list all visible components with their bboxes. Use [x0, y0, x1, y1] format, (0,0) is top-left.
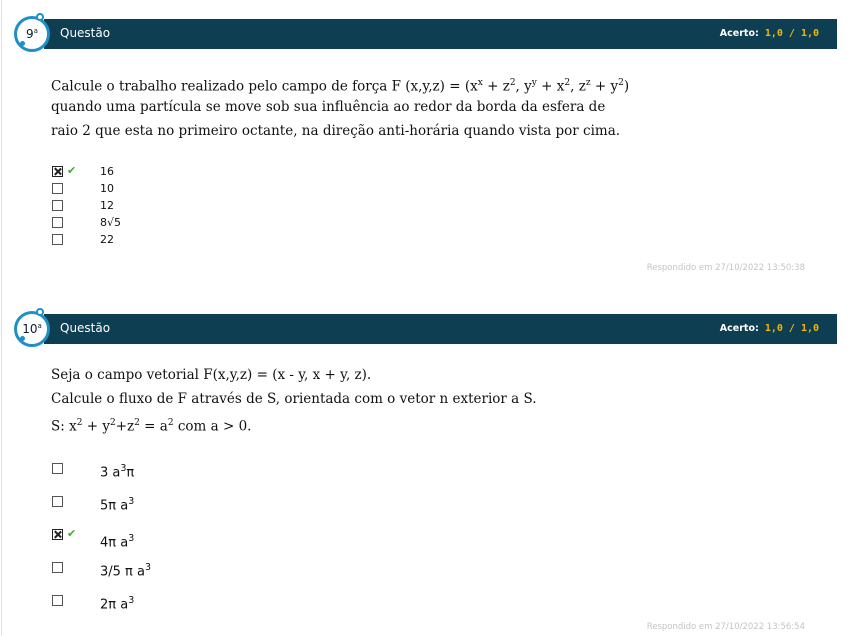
text: 5π a — [100, 498, 129, 514]
option-text — [100, 496, 134, 513]
question-header — [44, 314, 837, 344]
badge-ring-icon — [36, 308, 44, 316]
text: + y — [590, 78, 619, 95]
text: = a — [139, 418, 168, 435]
number-text: 9 — [26, 27, 34, 41]
statement-line-3: raio 2 que esta no primeiro octante, na direção anti-horária quando vista por cima. — [51, 123, 621, 139]
question-number-badge — [14, 16, 50, 52]
sup: 2 — [167, 418, 174, 428]
text: ) — [623, 78, 630, 95]
text: + y — [82, 418, 110, 435]
text: 2π a — [100, 597, 129, 613]
question-number-badge — [14, 311, 50, 347]
option-text — [100, 463, 134, 480]
question-number — [17, 27, 47, 41]
badge-dot-icon — [20, 336, 25, 341]
option-text — [100, 533, 134, 550]
score — [720, 28, 819, 39]
answered-timestamp: Respondido em 27/10/2022 13:50:38 — [646, 263, 805, 273]
score-separator: / — [782, 28, 801, 39]
statement-line-1 — [51, 71, 629, 95]
score-separator: / — [782, 323, 801, 334]
sup: 2 — [618, 78, 624, 88]
option-text: 8√5 — [100, 216, 122, 229]
sup: 3 — [120, 463, 127, 474]
text: , y — [515, 78, 532, 95]
text: π — [126, 465, 135, 481]
sup: z — [585, 78, 591, 88]
correct-check-icon: ✔ — [67, 164, 77, 177]
score-value: 1,0 — [764, 28, 783, 39]
statement-line-2: Calcule o fluxo de F através de S, orientada com o vetor n exterior a S. — [51, 391, 537, 407]
option-text: 22 — [100, 233, 114, 246]
score-total: 1,0 — [800, 28, 819, 39]
question-statement — [51, 71, 629, 143]
option-text — [100, 562, 151, 579]
score — [720, 323, 819, 334]
checkbox[interactable] — [52, 183, 63, 194]
checkbox[interactable] — [52, 496, 63, 507]
badge-ring-icon — [36, 13, 44, 21]
sup: 3 — [144, 562, 152, 573]
correct-check-icon: ✔ — [67, 527, 77, 540]
question-title: Questão — [60, 321, 111, 335]
question-statement — [51, 363, 537, 435]
question-title: Questão — [60, 26, 111, 40]
answered-timestamp: Respondido em 27/10/2022 13:56:54 — [646, 622, 805, 632]
sup: 3 — [128, 595, 135, 606]
text: , z — [570, 78, 586, 95]
text: +z — [115, 418, 135, 435]
sup: 2 — [509, 78, 516, 88]
statement-line-1: Seja o campo vetorial F(x,y,z) = (x - y, x + y, z). — [51, 367, 372, 383]
option-text: 12 — [100, 199, 114, 212]
statement-line-2: quando uma partícula se move sob sua influência ao redor da borda da esfera de — [51, 99, 606, 115]
checkbox[interactable] — [52, 595, 63, 606]
score-total: 1,0 — [800, 323, 819, 334]
text: Calcule o trabalho realizado pelo campo de força F (x,y,z) = (x — [51, 78, 478, 95]
text: 3 a — [100, 465, 121, 481]
sup: 2 — [109, 418, 116, 428]
checkbox[interactable] — [52, 463, 63, 474]
checkbox-checked[interactable] — [52, 529, 63, 540]
sup: 2 — [564, 78, 571, 88]
text: com a > 0. — [173, 418, 252, 435]
sup: 3 — [128, 496, 135, 507]
ordinal-text: a — [33, 27, 38, 35]
score-label: Acerto: — [719, 28, 759, 39]
statement-line-3 — [51, 411, 537, 435]
ordinal-text: a — [37, 322, 42, 330]
text: + z — [482, 78, 510, 95]
checkbox-checked[interactable] — [52, 166, 63, 177]
text: 3/5 π a — [100, 564, 145, 580]
option-text: 10 — [100, 182, 114, 195]
checkbox[interactable] — [52, 562, 63, 573]
question-10 — [0, 296, 851, 636]
option-text — [100, 595, 134, 612]
sup: 2 — [134, 418, 140, 428]
checkbox[interactable] — [52, 217, 63, 228]
score-label: Acerto: — [719, 323, 759, 334]
question-9 — [0, 0, 851, 286]
sup: y — [531, 78, 537, 88]
badge-dot-icon — [20, 41, 25, 46]
sup: 2 — [76, 418, 83, 428]
question-header — [44, 19, 837, 49]
sup: 3 — [128, 533, 135, 544]
question-number — [17, 322, 47, 336]
text: + x — [536, 78, 565, 95]
checkbox[interactable] — [52, 234, 63, 245]
text: 4π a — [100, 535, 129, 551]
text: S: x — [51, 418, 77, 435]
checkbox[interactable] — [52, 200, 63, 211]
number-text: 10 — [22, 322, 38, 336]
option-text: 16 — [100, 165, 114, 178]
score-value: 1,0 — [764, 323, 783, 334]
sup: x — [477, 78, 483, 88]
